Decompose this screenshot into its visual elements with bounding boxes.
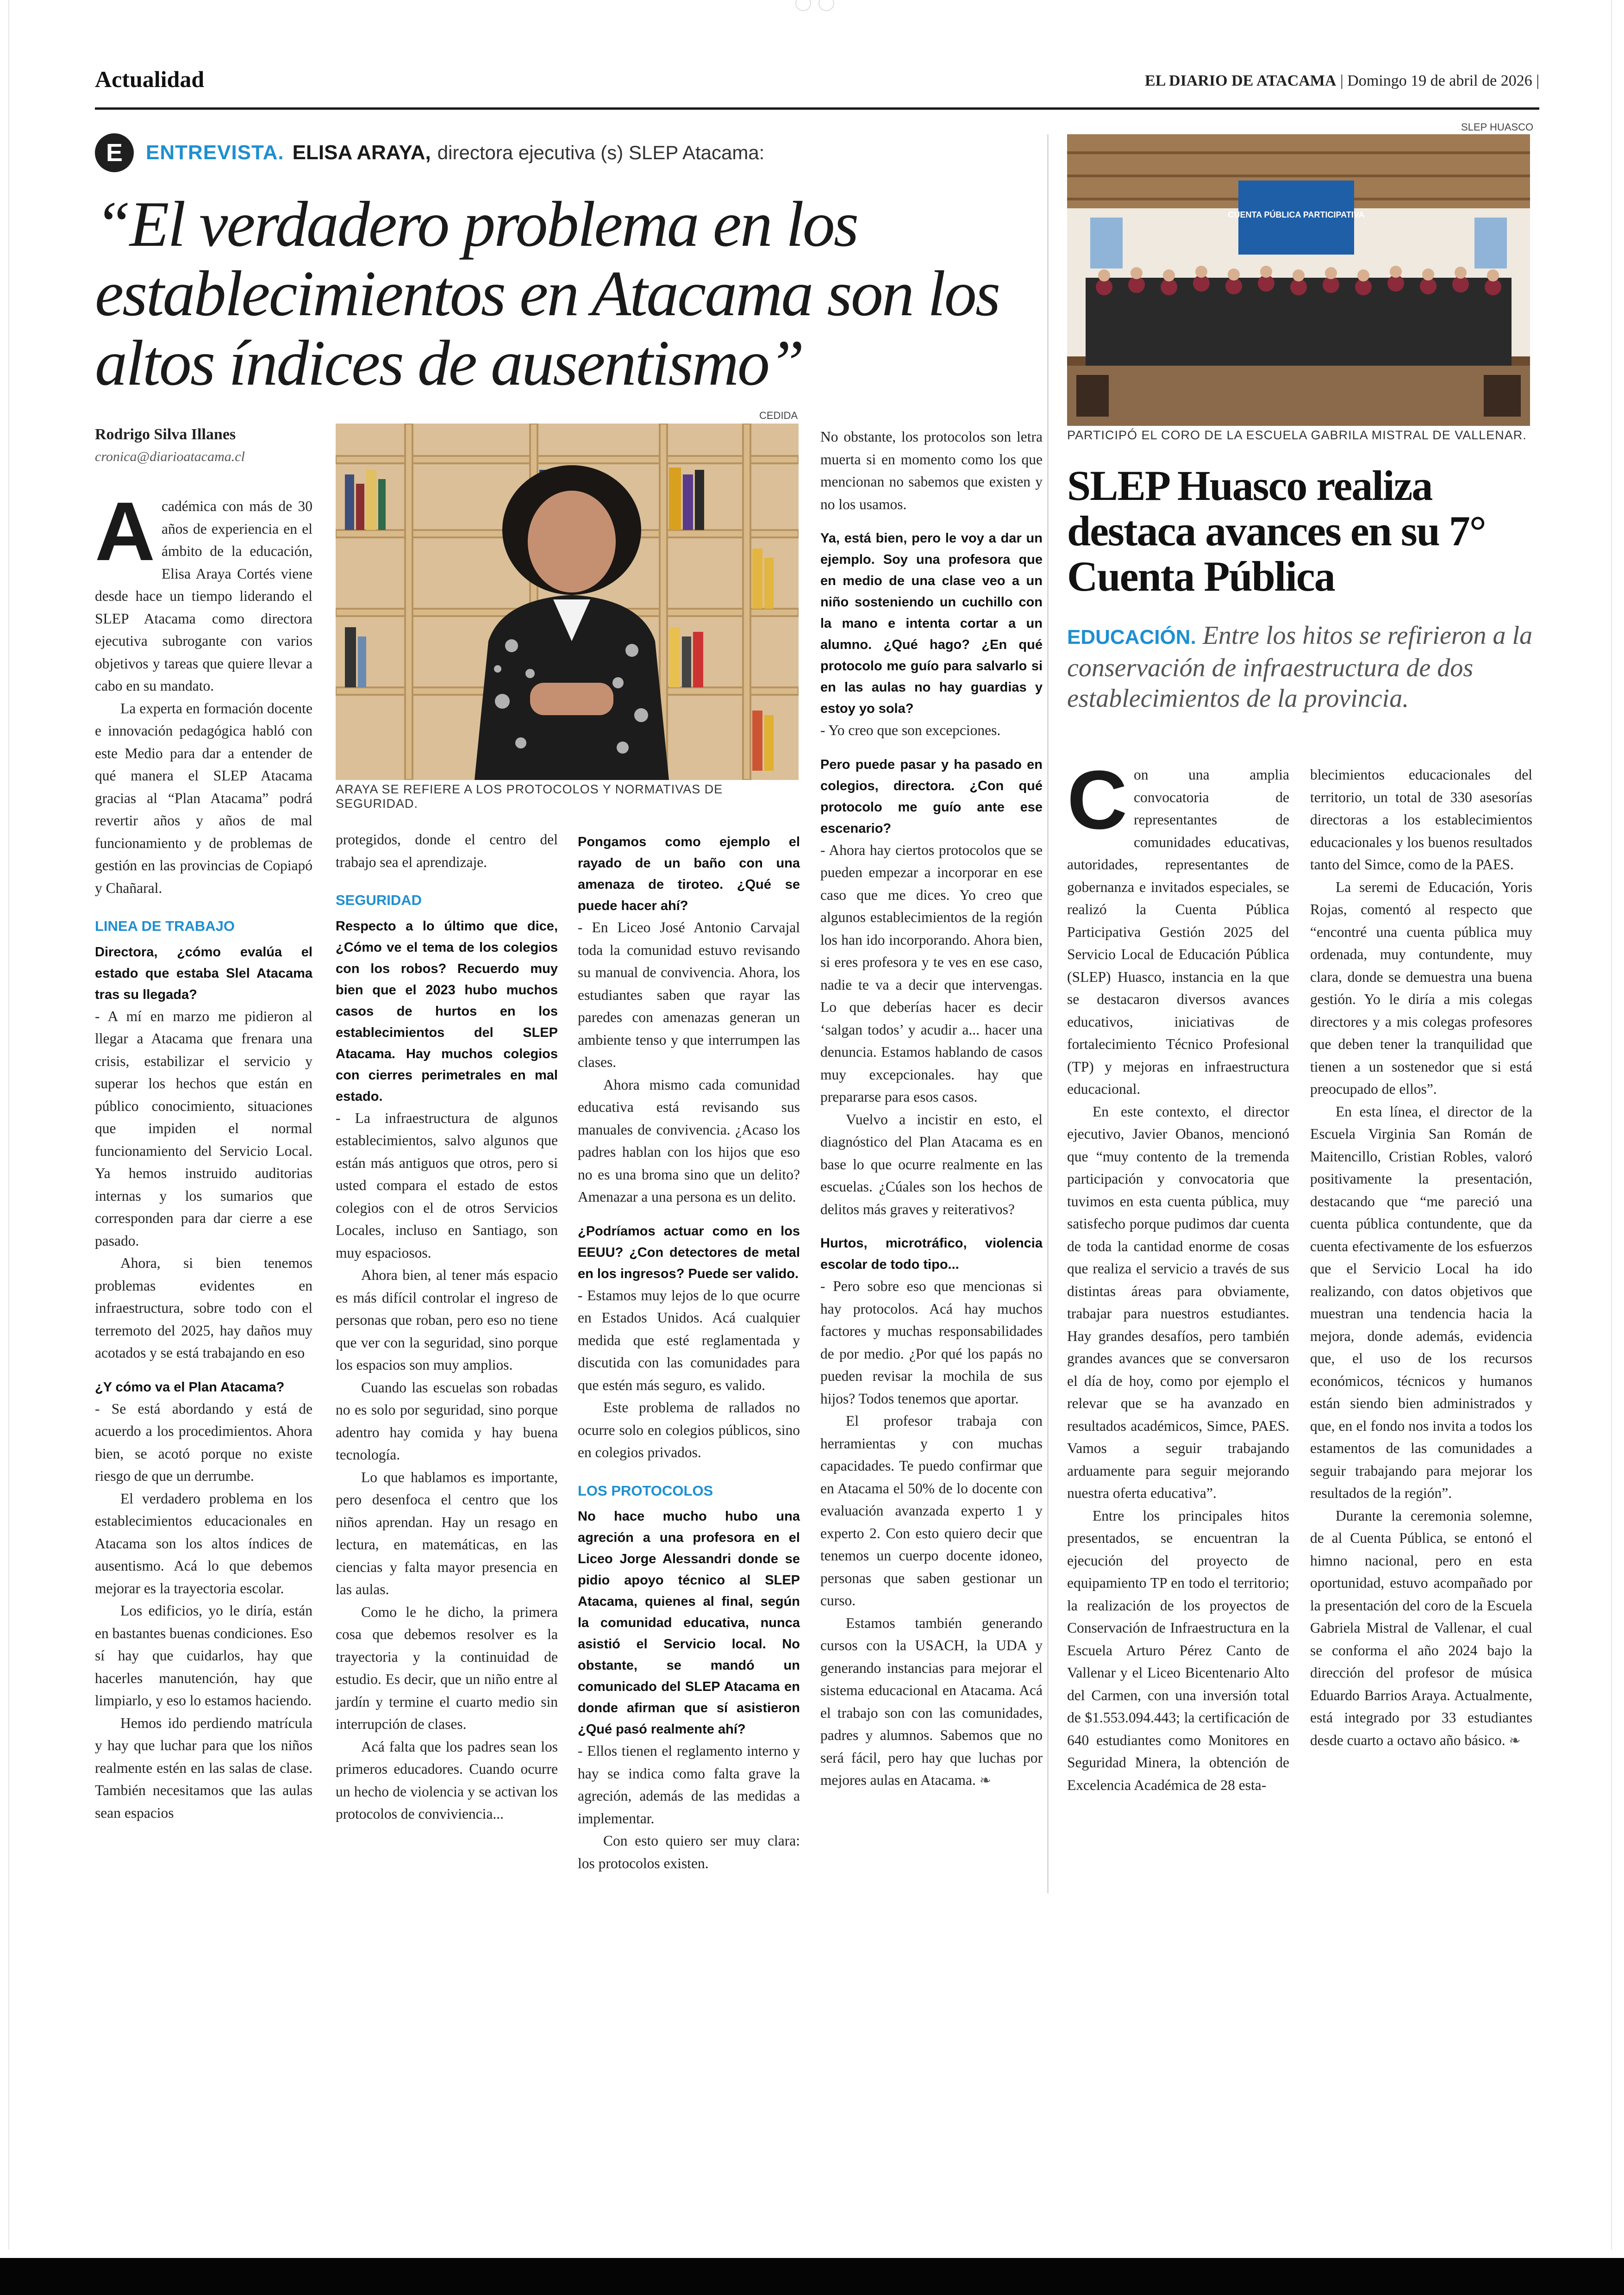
article-column-4 [820, 426, 1043, 1792]
paragraph: Estamos también generando cursos con la USACH, la UDA y generando instancias para mejorar el sistema educacional en Atacama. Acá el trabajo son con las comunidades, padres y alumnos. Sabemos que no será fácil, pero hay que luchas por mejores aulas en Atacama. ❧ [820, 1615, 1043, 1789]
side-photo-caption: PARTICIPÓ EL CORO DE LA ESCUELA GABRILA MISTRAL DE VALLENAR. [1067, 428, 1527, 442]
photo-caption: ARAYA SE REFIERE A LOS PROTOCOLOS Y NORMATIVAS DE SEGURIDAD. [336, 782, 723, 811]
side-photo-screen-text: CUENTA PÚBLICA PARTICIPATIVA [1228, 210, 1365, 219]
column-divider [1047, 134, 1049, 1893]
paragraph: Ahora bien, al tener más espacio es más difícil controlar el ingreso de personas que roban, pero eso no tiene que ver con la seguridad, sino porque los espacios son muy amplios. [336, 1267, 558, 1373]
author-name: Rodrigo Silva Illanes [95, 426, 236, 443]
paragraph: Este problema de rallados no ocurre solo en colegios públicos, sino en colegios privados. [578, 1399, 800, 1460]
interview-headline: “El verdadero problema en los establecimientos en Atacama son los altos índices de ausentismo” [95, 188, 999, 399]
paragraph: Ahora mismo cada comunidad educativa está revisando sus manuales de convivencia. ¿Acaso los padres hablan con los hijos que eso no es una broma sino que un delito? Amenazar a una persona es un delito. [578, 1076, 800, 1205]
subheading: LOS PROTOCOLOS [578, 1482, 713, 1499]
page-indicator-dots [792, 0, 847, 10]
answer: - Yo creo que son excepciones. [820, 722, 1001, 738]
paragraph: Con una amplia convocatoria de representantes de comunidades educativas, autoridades, representantes de gobernanza e invitados especiales, se realizó la Cuenta Pública Participativa Gestión 2025 del Servicio Local de Educación Pública (SLEP) Huasco, instancia en la que se destacaron diversos avances educativos, iniciativas de fortalecimiento Técnico Profesional (TP) y mejoras en infraestructura educacional. [1067, 754, 1289, 1097]
answer: - Se está abordando y está de acuerdo a los procedimientos. Ahora bien, se acotó porque no existe riesgo de que un derrumbe. [95, 1400, 312, 1484]
answer: - Ahora hay ciertos protocolos que se pueden empezar a incorporar en ese caso que me dices. Yo creo que algunos establecimientos de la región los han ido incorporando. Ahora bien, si eres profesora y te ves en ese caso, nadie te va a decir que intervengas. Lo que deberías hacer es decir ‘salgan todos’ y acudir a... hacer una denuncia. Estamos hablando de casos muy excepcionales. hay que prepararse para esos casos. [820, 842, 1043, 1105]
paragraph: La experta en formación docente e innovación pedagógica habló con este Medio para dar a entender de qué manera el SLEP Atacama gracias al “Plan Atacama” podrá revertir años y años de mal funcionamiento y de problemas de gestión en las provincias de Copiapó y Chañaral. [95, 700, 312, 896]
question: Pongamos como ejemplo el rayado de un baño con una amenaza de tiroteo. ¿Qué se puede hacer ahí? [578, 835, 800, 913]
side-column-1 [1067, 754, 1289, 1796]
article-column-2 [336, 829, 558, 1826]
answer: - Pero sobre eso que mencionas si hay protocolos. Acá hay muchos factores y muchas responsabilidades de por medio. ¿Por qué los papás no pueden revisar la mochila de sus hijos? Todos tenemos que aportar. [820, 1278, 1043, 1407]
side-photo-credit: SLEP HUASCO [1461, 121, 1534, 133]
issue-date: | Domingo 19 de abril de 2026 | [1340, 72, 1539, 89]
question: Ya, está bien, pero le voy a dar un ejemplo. Soy una profesora que en medio de una clase veo a un niño sosteniendo un cuchillo con la mano e intenta cortar a un alumno. ¿Qué hago? ¿En qué protocolo me guío para salvarlo si en las aulas no hay guardias y estoy yo sola? [820, 531, 1043, 716]
side-subheadline [1067, 620, 1544, 714]
paragraph: Durante la ceremonia solemne, de al Cuenta Pública, se entonó el himno nacional, pero en esta oportunidad, estuvo acompañado por la presentación del coro de la Escuela Gabriela Mistral de Vallenar, el cual se conforma el año 2024 bajo la dirección del profesor de música Eduardo Barrios Araya. Actualmente, está integrado por 33 estudiantes desde cuarto a octavo año básico. ❧ [1310, 1507, 1532, 1749]
paragraph: Ahora, si bien tenemos problemas evidentes en infraestructura, sobre todo con el terremoto del 2025, hay daños muy acotados y se está trabajando en eso [95, 1255, 312, 1361]
page-header [95, 65, 1539, 110]
end-of-article-icon: ❧ [979, 1772, 991, 1789]
question: ¿Y cómo va el Plan Atacama? [95, 1379, 285, 1395]
interview-eyebrow [95, 132, 764, 174]
side-photo [1067, 134, 1530, 426]
article-column-3 [578, 819, 800, 1875]
paragraph: Académica con más de 30 años de experiencia en el ámbito de la educación, Elisa Araya Cortés viene desde hace un tiempo liderando el SLEP Atacama como directora ejecutiva subrogante con varios objetivos y tareas que quiere llevar a cabo en su mandato. [95, 485, 312, 694]
paragraph: Vuelvo a incistir en esto, el diagnóstico del Plan Atacama es en base lo que ocurre realmente en las escuelas. ¿Cúales son los hechos de delitos más graves y reiterativos? [820, 1111, 1043, 1217]
paragraph: No obstante, los protocolos son letra muerta si en momento como los que mencionan no sabemos que existen y no los usamos. [820, 429, 1043, 512]
answer: - Estamos muy lejos de lo que ocurre en Estados Unidos. Acá cualquier medida que esté reglamentada y discutida con las comunidades para que estén más seguro, es valido. [578, 1287, 800, 1393]
interviewee-role: directora ejecutiva (s) SLEP Atacama: [437, 142, 765, 163]
photo-credit: CEDIDA [759, 410, 798, 421]
question: Respecto a lo último que dice, ¿Cómo ve el tema de los colegios con los robos? Recuerdo muy bien que el 2023 hubo muchos casos de hurtos en los establecimientos del SLEP Atacama. Hay muchos colegios con cierres perimetrales en mal estado. [336, 918, 558, 1104]
paragraph: El verdadero problema en los establecimientos educacionales en Atacama son los altos índices de ausentismo. Acá lo que debemos mejorar es la trayectoria escolar. [95, 1490, 312, 1597]
question: Directora, ¿cómo evalúa el estado que estaba Slel Atacama tras su llegada? [95, 944, 312, 1002]
answer: - En Liceo José Antonio Carvajal toda la comunidad estuvo revisando su manual de convivencia. Ahora, los estudiantes saben que rayar las paredes con amenazas generan un ambiente tenso y que interrumpen las clases. [578, 919, 800, 1070]
side-kicker: EDUCACIÓN. [1067, 626, 1196, 649]
subheading: LINEA DE TRABAJO [95, 918, 235, 934]
paragraph: Los edificios, yo le diría, están en bastantes buenas condiciones. Eso sí hay que cuidarlos, hay que hacerles manutención, hay que limpiarlo, y eso lo estamos haciendo. [95, 1603, 312, 1709]
paragraph: blecimientos educacionales del territorio, un total de 330 asesorías directoras a los establecimientos educacionales y los buenos resultados tanto del Simce, como de la PAES. [1310, 767, 1532, 873]
side-column-2 [1310, 764, 1532, 1752]
paragraph: En este contexto, el director ejecutivo, Javier Obanos, mencionó que “muy contento de la tremenda participación y convocatoria que tuvimos en esta cuenta pública, muy satisfecho porque pudimos dar cuenta de toda la cantidad enorme de cosas que realiza el servicio a través de sus distintas áreas para obviamente, trabajar para nuestros estudiantes. Hay grandes desafíos, pero también grandes avances que se conversaron el día de hoy, como por ejemplo el relevar que se ha avanzado en resultados académicos, Simce, PAES. Vamos a seguir trabajando arduamente para seguir mejorando nuestra oferta educativa”. [1067, 1103, 1289, 1501]
side-subhead-text: Entre los hitos se refirieron a la conservación de infraestructura de dos establecimientos de la provincia. [1067, 621, 1533, 713]
interview-badge-icon: E [95, 133, 134, 172]
paragraph: Cuando las escuelas son robadas no es solo por seguridad, sino porque adentro hay comida y hay buena tecnología. [336, 1379, 558, 1463]
paragraph: Lo que hablamos es importante, pero desenfoca el centro que los niños aprendan. Hay un resago en lectura, en matemáticas, en las ciencias y falta mayor presencia en las aulas. [336, 1469, 558, 1597]
answer: - La infraestructura de algunos establecimientos, salvo algunos que están más antiguos que otros, pero si usted compara el estado de estos colegios con el de otros Servicios Locales, incluso en Santiago, son muy espaciosos. [336, 1110, 558, 1261]
question: Hurtos, microtráfico, violencia escolar de todo tipo... [820, 1236, 1043, 1272]
paragraph: El profesor trabaja con herramientas y con muchas capacidades. Te puedo confirmar que en Atacama el 50% de lo docente con evaluación avanzada experto 1 y experto 2. Con esto quiero decir que tenemos un cuerpo docente idoneo, personas que saben gestionar un curso. [820, 1413, 1043, 1609]
author-email[interactable]: cronica@diarioatacama.cl [95, 449, 245, 464]
paragraph: Hemos ido perdiendo matrícula y hay que luchar para que los niños realmente estén en las salas de clase. También necesitamos que las aulas sean espacios [95, 1715, 312, 1821]
article-column-1 [95, 485, 312, 1824]
question: Pero puede pasar y ha pasado en colegios, directora. ¿Con qué protocolo me guío ante ese escenario? [820, 757, 1043, 836]
paragraph: Entre los principales hitos presentados, se encuentran la ejecución del proyecto de equipamiento TP en todo el territorio; la realización de los proyectos de Conservación de Infraestructura en la Escuela Arturo Pérez Canto de Vallenar y el Liceo Bicentenario Alto del Carmen, con una inversión total de $1.553.094.443; la certificación de 640 estudiantes como Monitores en Seguridad Minera, la obtención de Excelencia Académica de 28 esta- [1067, 1507, 1289, 1793]
answer: - Ellos tienen el reglamento interno y hay se indica como falta grave la agreción, además de las medidas a implementar. [578, 1743, 800, 1827]
drop-cap: A [95, 485, 155, 578]
dot-icon [818, 0, 834, 11]
side-headline: SLEP Huasco realiza destaca avances en su 7° Cuenta Pública [1067, 462, 1486, 600]
dot-icon [795, 0, 811, 11]
paper-name: EL DIARIO DE ATACAMA [1145, 72, 1337, 89]
subheading: SEGURIDAD [336, 892, 422, 908]
interview-photo [336, 424, 799, 780]
masthead [1145, 72, 1539, 90]
section-title: Actualidad [95, 66, 205, 92]
paragraph: Con esto quiero ser muy clara: los protocolos existen. [578, 1833, 800, 1871]
interviewee-name: ELISA ARAYA, [292, 141, 431, 164]
interview-kicker: ENTREVISTA. [146, 141, 284, 164]
end-of-article-icon: ❧ [1509, 1732, 1521, 1749]
paragraph: La seremi de Educación, Yoris Rojas, comentó al respecto que “encontré una cuenta pública muy ordenada, muy contundente, muy clara, donde se demuestra una buena gestión. Yo le diría a mis colegas directores y a mis colegas profesores que deben tener la tranquilidad que tienen a un sostenedor que si está preocupado de ellos”. [1310, 879, 1532, 1097]
paragraph: Acá falta que los padres sean los primeros educadores. Cuando ocurre un hecho de violencia y se activan los protocolos de conviviencia... [336, 1738, 558, 1822]
paragraph: En esta línea, el director de la Escuela Virginia San Román de Maitencillo, Cristian Robles, valoró positivamente la presentación, destacando que “me pareció una cuenta pública contundente, que da cuenta efectivamente de los esfuerzos que el Servicio Local ha ido realizando, con datos objetivos que muestran una tendencia hacia la mejora, donde además, evidencia que, el uso de los recursos económicos, técnicos y humanos están siendo bien administrados y que, en el fondo nos invita a todos los estamentos de las comunidades a seguir trabajando para mejorar los resultados de la región”. [1310, 1103, 1532, 1501]
question: ¿Podríamos actuar como en los EEUU? ¿Con detectores de metal en los ingresos? Puede ser valido. [578, 1223, 800, 1281]
answer: - A mí en marzo me pidieron al llegar a Atacama que frenara una crisis, estabilizar el servicio y superar los hechos que están en público conocimiento, situaciones que impiden el normal funcionamiento del Servicio Local. Ya hemos instruido auditorias internas y los sumarios que corresponden para dar cierre a ese pasado. [95, 1008, 312, 1249]
paragraph: Como le he dicho, la primera cosa que debemos resolver es la trayectoria y la continuidad de estudio. Es decir, que un niño entre al jardín y termine el cuarto medio sin interrupción de clases. [336, 1603, 558, 1732]
byline [95, 426, 322, 465]
paragraph: protegidos, donde el centro del trabajo sea el aprendizaje. [336, 831, 558, 870]
drop-cap: C [1067, 754, 1127, 847]
viewer-bottom-bar [0, 2258, 1624, 2295]
question: No hace mucho hubo una agreción a una profesora en el Liceo Jorge Alessandri donde se pidio apoyo técnico al SLEP Atacama, quienes al final, según la comunidad educativa, nunca asistió el Servicio local. No obstante, se mandó un comunicado del SLEP Atacama en donde afirman que sí asistieron ¿Qué pasó realmente ahí? [578, 1509, 800, 1737]
